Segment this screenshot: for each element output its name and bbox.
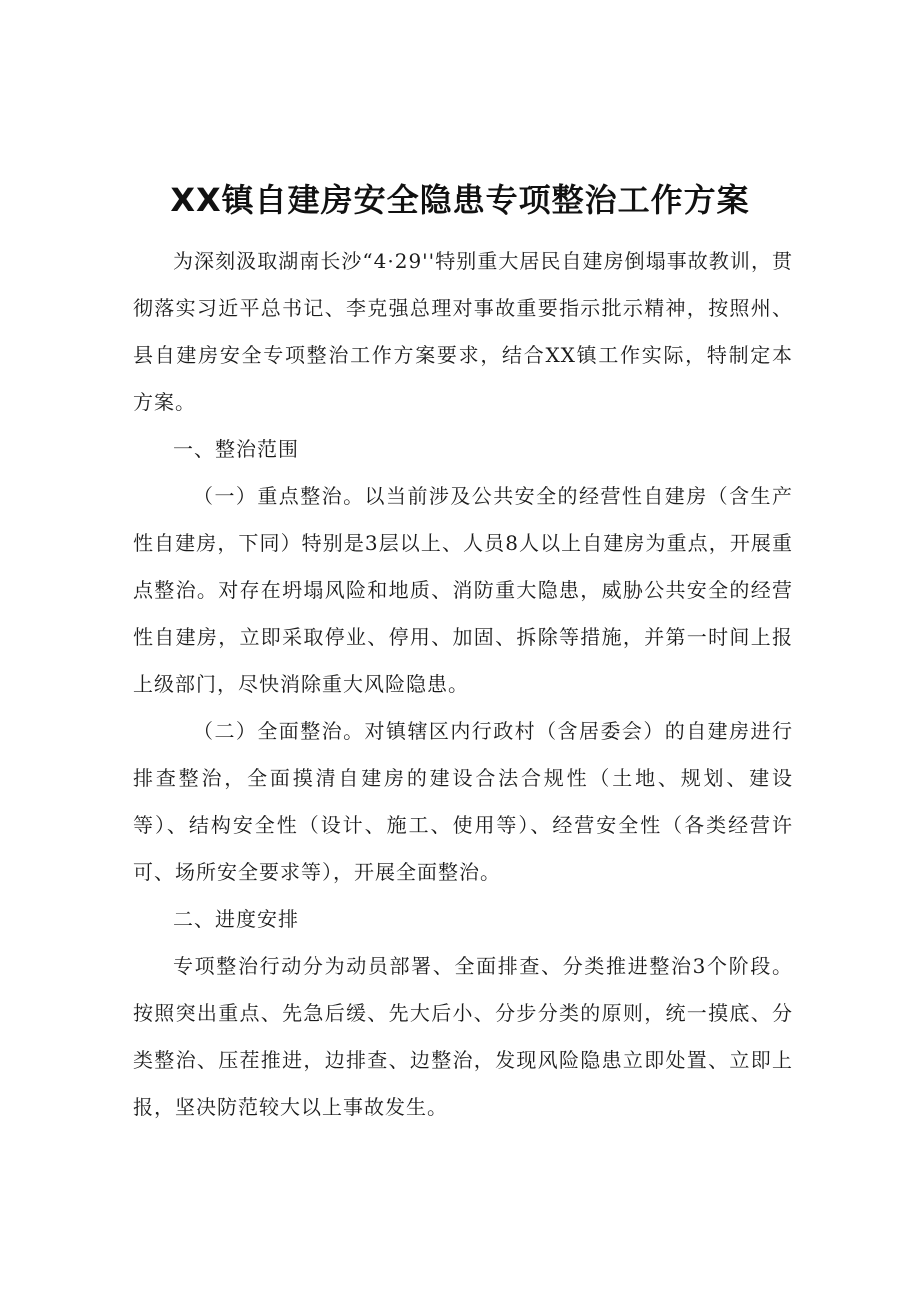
section-heading-schedule: 二、进度安排: [173, 907, 299, 931]
document-title: XX镇自建房安全隐患专项整治工作方案: [170, 181, 750, 219]
paragraph-key-rectification: （一）重点整治。以当前涉及公共安全的经营性自建房（含生产性自建房，下同）特别是3层以上、人员8人以上自建房为重点，开展重点整治。对存在坍塌风险和地质、消防重大隐患，威胁公共安全的经营性自建房，立即采取停业、停用、加固、拆除等措施，并第一时间上报上级部门，尽快消除重大风险隐患。: [133, 484, 793, 696]
paragraph-full-rectification: （二）全面整治。对镇辖区内行政村（含居委会）的自建房进行排查整治，全面摸清自建房的建设合法合规性（土地、规划、建设等）、结构安全性（设计、施工、使用等）、经营安全性（各类经营许可、场所安全要求等），开展全面整治。: [133, 719, 793, 884]
intro-paragraph: 为深刻汲取湖南长沙“4·29''特别重大居民自建房倒塌事故教训，贯彻落实习近平总书记、李克强总理对事故重要指示批示精神，按照州、县自建房安全专项整治工作方案要求，结合XX镇工作实际，特制定本方案。: [133, 249, 793, 414]
section-heading-scope: 一、整治范围: [173, 437, 299, 461]
paragraph-schedule: 专项整治行动分为动员部署、全面排查、分类推进整治3个阶段。按照突出重点、先急后缓、先大后小、分步分类的原则，统一摸底、分类整治、压茬推进，边排查、边整治，发现风险隐患立即处置、立即上报，坚决防范较大以上事故发生。: [133, 954, 793, 1119]
